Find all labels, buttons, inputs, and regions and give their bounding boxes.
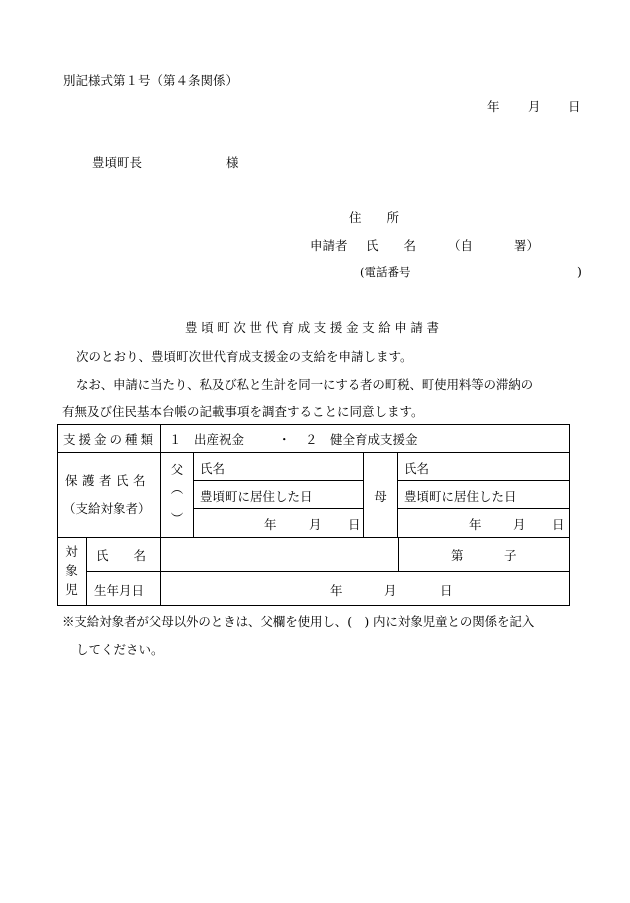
address-label: 住 所 xyxy=(349,210,400,225)
mother-month: 月 xyxy=(513,517,526,532)
father-name-field[interactable]: 氏名 xyxy=(200,461,226,476)
form-number: 別記様式第１号（第４条関係） xyxy=(63,73,239,88)
father-month: 月 xyxy=(309,517,322,532)
date-day: 日 xyxy=(568,99,581,114)
guardian-sublabel: （支給対象者） xyxy=(63,501,151,516)
mother-label: 母 xyxy=(374,489,387,504)
paragraph-1: 次のとおり、豊頃町次世代育成支援金の支給を申請します。 xyxy=(76,349,413,364)
birth-year: 年 xyxy=(330,583,343,598)
child-name-label: 氏 名 xyxy=(96,548,147,563)
mother-name-field[interactable]: 氏名 xyxy=(404,461,430,476)
guardian-label: 保護者氏名 xyxy=(65,473,151,488)
father-paren-close: ︶ xyxy=(170,511,184,526)
addressee-name: 豊頃町長 xyxy=(92,155,143,170)
note-line-1: ※支給対象者が父母以外のときは、父欄を使用し、( ) 内に対象児童との関係を記入 xyxy=(62,614,535,629)
birthdate-label: 生年月日 xyxy=(94,583,145,598)
signature-close: 署） xyxy=(514,238,540,253)
option-separator: ・ xyxy=(278,432,291,447)
date-year: 年 xyxy=(487,99,500,114)
child-label xyxy=(57,542,86,599)
birth-day: 日 xyxy=(440,583,453,598)
application-table xyxy=(57,424,570,606)
signature-open: （自 xyxy=(448,238,474,253)
child-label-text: 対象児 xyxy=(65,544,78,597)
father-residence-field[interactable]: 豊頃町に居住した日 xyxy=(200,489,313,504)
support-type-label: 支援金の種類 xyxy=(63,432,157,447)
date-month: 月 xyxy=(528,99,541,114)
addressee-honorific: 様 xyxy=(226,155,239,170)
ordinal-prefix: 第 xyxy=(451,548,464,563)
applicant-name-label: 氏 名 xyxy=(366,238,417,253)
phone-open: (電話番号 xyxy=(360,265,411,279)
ordinal-suffix: 子 xyxy=(504,548,517,563)
note-line-2: してください。 xyxy=(76,642,164,657)
paragraph-2-line-1: なお、申請に当たり、私及び私と生計を同一にする者の町税、町使用料等の滞納の xyxy=(76,377,533,392)
document-title: 豊頃町次世代育成支援金支給申請書 xyxy=(185,320,443,335)
option-upbringing-support[interactable]: ２ 健全育成支援金 xyxy=(305,432,418,447)
father-label: 父 xyxy=(170,462,184,477)
mother-year: 年 xyxy=(469,517,482,532)
paragraph-2-line-2: 有無及び住民基本台帳の記載事項を調査することに同意します。 xyxy=(62,404,424,419)
phone-close: ) xyxy=(577,264,582,279)
applicant-label: 申請者 xyxy=(310,238,348,253)
father-year: 年 xyxy=(264,517,277,532)
mother-residence-field[interactable]: 豊頃町に居住した日 xyxy=(404,489,517,504)
option-birth-gift[interactable]: １ 出産祝金 xyxy=(169,432,245,447)
father-day: 日 xyxy=(348,517,361,532)
birth-month: 月 xyxy=(384,583,397,598)
mother-day: 日 xyxy=(552,517,565,532)
father-paren-open: ︵ xyxy=(170,481,184,496)
